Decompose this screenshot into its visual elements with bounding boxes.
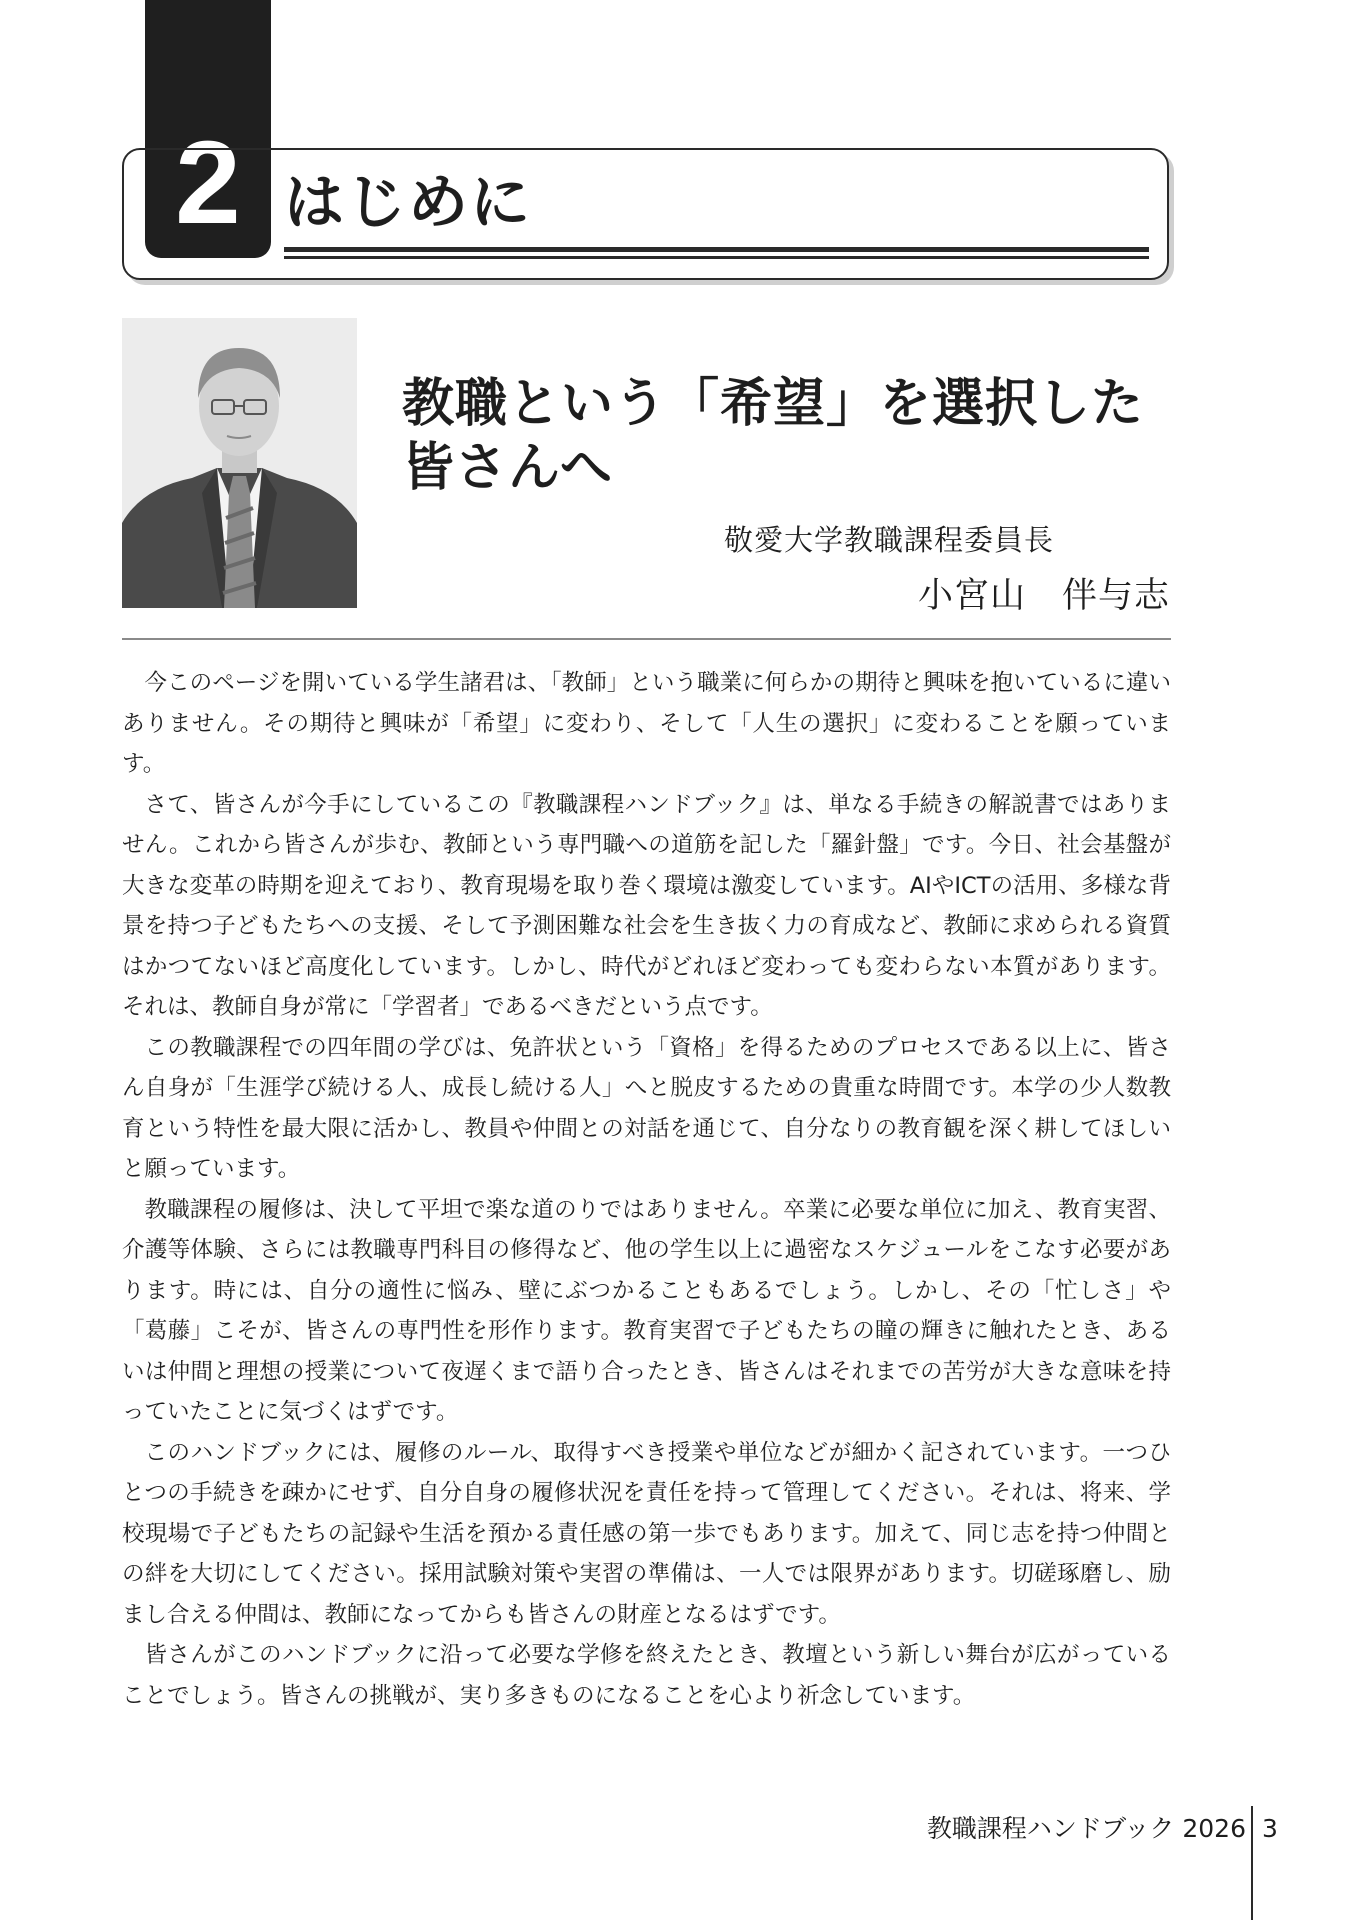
header-rule-thin xyxy=(284,256,1149,259)
footer-book-title: 教職課程ハンドブック 2026 xyxy=(926,1814,1246,1843)
body-paragraph: 今このページを開いている学生諸君は、「教師」という職業に何らかの期待と興味を抱いているに違いありません。その期待と興味が「希望」に変わり、そして「人生の選択」に変わることを願っています。 xyxy=(122,670,1171,777)
headline-divider xyxy=(122,638,1171,640)
footer-separator xyxy=(1251,1806,1253,1920)
page-number: 3 xyxy=(1262,1814,1278,1843)
body-paragraph: この教職課程での四年間の学びは、免許状という「資格」を得るためのプロセスである以上に、皆さん自身が「生涯学び続ける人、成長し続ける人」へと脱皮するための貴重な時間です。本学の少人数教育という特性を最大限に活かし、教員や仲間との対話を通じて、自分なりの教育観を深く耕してほしいと願っています。 xyxy=(122,1034,1171,1182)
author-portrait xyxy=(122,318,357,608)
body-paragraph: 皆さんがこのハンドブックに沿って必要な学修を終えたとき、教壇という新しい舞台が広がっていることでしょう。皆さんの挑戦が、実り多きものになることを心より祈念しています。 xyxy=(122,1642,1171,1709)
section-number: 2 xyxy=(175,117,241,249)
section-title: はじめに xyxy=(284,168,532,238)
author-affiliation: 敬愛大学教職課程委員長 xyxy=(724,523,1055,557)
section-header-box xyxy=(122,148,1169,280)
article-headline xyxy=(402,372,1192,500)
body-paragraph: 教職課程の履修は、決して平坦で楽な道のりではありません。卒業に必要な単位に加え、教育実習、介護等体験、さらには教職専門科目の修得など、他の学生以上に過密なスケジュールをこなす必要があります。時には、自分の適性に悩み、壁にぶつかることもあるでしょう。しかし、その「忙しさ」や「葛藤」こそが、皆さんの専門性を形作ります。教育実習で子どもたちの瞳の輝きに触れたとき、あるいは仲間と理想の授業について夜遅くまで語り合ったとき、皆さんはそれまでの苦労が大きな意味を持っていたことに気づくはずです。 xyxy=(122,1196,1171,1425)
headline-line-1: 教職という「希望」を選択した xyxy=(402,374,1145,434)
article-body xyxy=(122,663,1171,1716)
body-paragraph: さて、皆さんが今手にしているこの『教職課程ハンドブック』は、単なる手続きの解説書ではありません。これから皆さんが歩む、教師という専門職への道筋を記した「羅針盤」です。今日、社会基盤が大きな変革の時期を迎えており、教育現場を取り巻く環境は激変しています。AIやICTの活用、多様な背景を持つ子どもたちへの支援、そして予測困難な社会を生き抜く力の育成など、教師に求められる資質はかつてないほど高度化しています。しかし、時代がどれほど変わっても変わらない本質があります。それは、教師自身が常に「学習者」であるべきだという点です。 xyxy=(122,791,1171,1020)
author-name: 小宮山 伴与志 xyxy=(917,576,1170,616)
header-rule-thick xyxy=(284,247,1149,252)
headline-line-2: 皆さんへ xyxy=(402,438,613,498)
body-paragraph: このハンドブックには、履修のルール、取得すべき授業や単位などが細かく記されています。一つひとつの手続きを疎かにせず、自分自身の履修状況を責任を持って管理してください。それは、将来、学校現場で子どもたちの記録や生活を預かる責任感の第一歩でもあります。加えて、同じ志を持つ仲間との絆を大切にしてください。採用試験対策や実習の準備は、一人では限界があります。切磋琢磨し、励まし合える仲間は、教師になってからも皆さんの財産となるはずです。 xyxy=(122,1439,1171,1628)
